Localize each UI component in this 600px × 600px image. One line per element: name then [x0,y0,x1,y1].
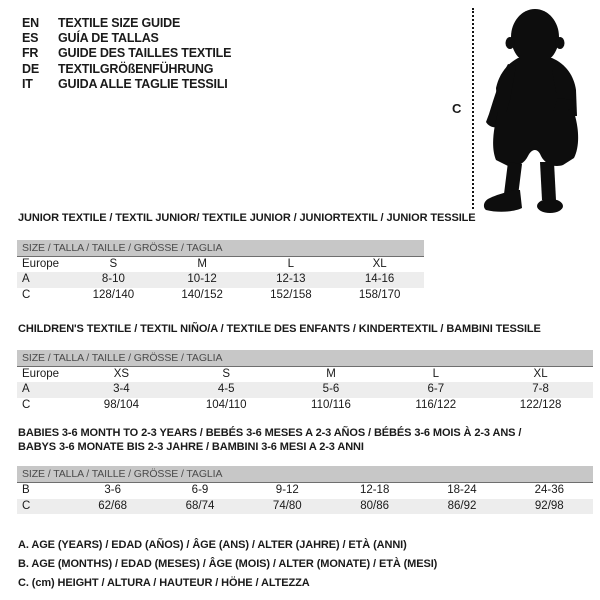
table-row [17,367,593,383]
size-value: 24-36 [534,484,565,496]
row-label: A [22,383,30,395]
table-row [17,382,593,398]
size-value: XL [533,367,548,380]
size-value: 3-6 [104,484,121,496]
size-value: 128/140 [92,288,135,301]
language-guide-title: TEXTILGRÖßENFÜHRUNG [58,61,214,76]
language-code: FR [22,46,39,61]
toddler-height-figure [440,0,600,220]
size-value: 6-7 [427,383,445,395]
size-value: 18-24 [447,484,477,496]
babies-table-title: BABIES 3-6 MONTH TO 2-3 YEARS / BEBÉS 3-6 MESES A 2-3 AÑOS / BÉBÉS 3-6 MOIS À 2-3 ANS / [18,427,522,439]
measurement-note: B. AGE (MONTHS) / EDAD (MESES) / ÂGE (MOIS) / ALTER (MONATE) / ETÀ (MESI) [18,557,438,570]
language-row [22,31,231,46]
size-value: 14-16 [364,273,395,285]
toddler-silhouette-icon [478,4,600,216]
size-value: 158/170 [358,288,401,301]
table-row [17,483,593,499]
language-guide-title: GUIDA ALLE TAGLIE TESSILI [58,76,228,91]
table-row [17,288,424,304]
language-row [22,46,231,61]
size-header-bar: SIZE / TALLA / TAILLE / GRÖSSE / TAGLIA [17,350,593,367]
size-value: 10-12 [187,273,217,285]
row-label: Europe [22,257,60,270]
size-value: 86/92 [447,499,477,512]
language-guide-title: GUIDE DES TAILLES TEXTILE [58,46,232,61]
language-row [22,77,231,92]
size-value: 8-10 [101,273,125,285]
children-textile-table [17,323,593,413]
size-header-bar: SIZE / TALLA / TAILLE / GRÖSSE / TAGLIA [17,466,593,483]
row-label: C [22,499,31,512]
language-code: IT [22,76,33,91]
size-value: 5-6 [322,383,340,395]
size-value: 74/80 [272,499,302,512]
size-value: 92/98 [534,499,564,512]
height-measure-dotted-line [472,8,474,209]
table-row [17,272,424,288]
size-value: 110/116 [311,398,351,411]
row-label: Europe [22,367,60,380]
junior-table-title: JUNIOR TEXTILE / TEXTIL JUNIOR/ TEXTILE JUNIOR / JUNIORTEXTIL / JUNIOR TESSILE [18,212,476,224]
size-value: 104/110 [205,398,247,411]
table-row [17,499,593,515]
row-label: C [22,288,31,301]
size-value: M [326,367,336,380]
size-value: 152/158 [270,288,312,301]
height-measure-label: C [452,101,462,116]
language-code: ES [22,31,39,46]
size-value: XS [113,367,130,380]
size-value: 7-8 [532,383,549,395]
size-value: 9-12 [275,484,299,496]
language-guide-title: GUÍA DE TALLAS [58,31,159,46]
size-value: L [287,257,295,270]
language-row [22,62,231,77]
language-code: EN [22,16,39,30]
size-value: 12-18 [359,484,390,496]
junior-textile-table [17,212,476,303]
size-value: 80/86 [360,499,390,512]
row-label: C [22,398,31,411]
table-row [17,257,424,273]
measurement-key-notes [18,536,437,592]
size-value: 140/152 [181,288,223,301]
size-value: 12-13 [276,273,306,285]
babies-textile-table [17,427,593,514]
row-label: A [22,273,30,285]
row-label: B [22,484,30,496]
size-value: 4-5 [217,383,235,395]
size-value: 6-9 [191,484,209,496]
babies-table-title: BABYS 3-6 MONATE BIS 2-3 JAHRE / BAMBINI 3-6 MESI A 2-3 ANNI [18,440,364,453]
language-guide-title: TEXTILE SIZE GUIDE [58,16,181,30]
size-value: L [432,367,439,380]
language-title-list [22,16,231,92]
size-value: 62/68 [98,499,128,512]
size-value: XL [372,257,387,270]
size-value: 98/104 [103,398,139,411]
size-value: 3-4 [113,383,130,395]
measurement-note: C. (cm) HEIGHT / ALTURA / HAUTEUR / HÖHE / ALTEZZA [18,576,310,589]
size-value: 116/122 [415,398,457,411]
size-value: S [222,367,231,380]
size-value: M [197,257,207,270]
measurement-note: A. AGE (YEARS) / EDAD (AÑOS) / ÂGE (ANS) / ALTER (JAHRE) / ETÀ (ANNI) [18,539,407,551]
language-row [22,16,231,31]
size-value: S [109,257,118,270]
children-table-title: CHILDREN'S TEXTILE / TEXTIL NIÑO/A / TEXTILE DES ENFANTS / KINDERTEXTIL / BAMBINI TESSILE [18,323,541,335]
size-value: 122/128 [519,398,562,411]
table-row [17,398,593,414]
size-value: 68/74 [185,499,215,512]
size-header-bar: SIZE / TALLA / TAILLE / GRÖSSE / TAGLIA [17,240,424,257]
language-code: DE [22,61,39,76]
